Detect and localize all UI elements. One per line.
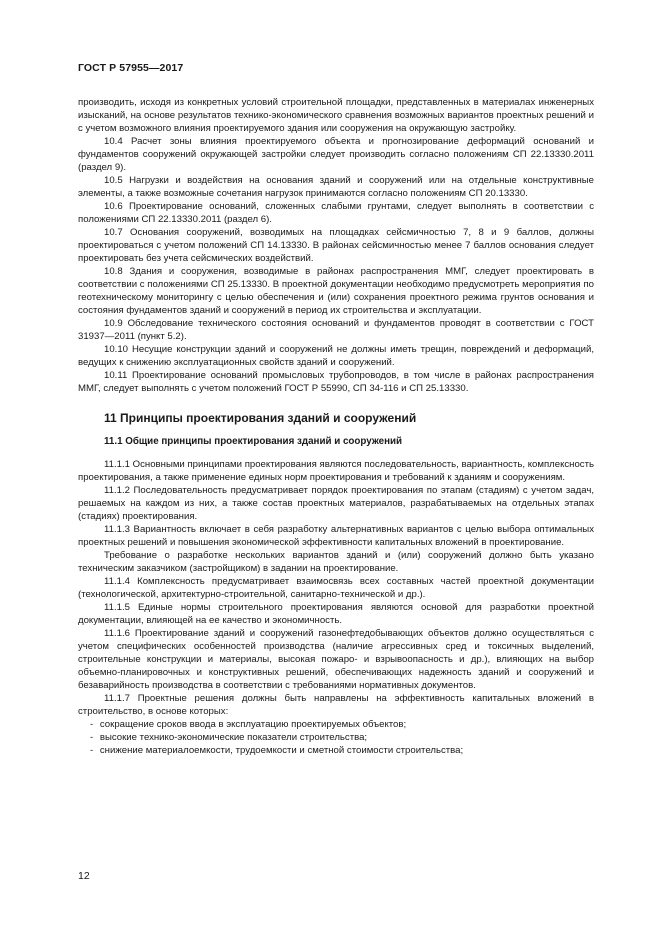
paragraph: 10.11 Проектирование оснований промысловых трубопроводов, в том числе в районах распространения ММГ, следует выполнять с учетом положений ГОСТ Р 55990, СП 34-116 и СП 25.13330. <box>78 370 594 394</box>
paragraph: 11.1.7 Проектные решения должны быть направлены на эффективность капитальных вложений в строительство, в основе которых: <box>78 693 594 717</box>
paragraph: производить, исходя из конкретных условий строительной площадки, представленных в материалах инженерных изысканий, на основе результатов технико-экономического сравнения возможных вариантов проектных решений и с учетом возможного влияния проектируемого здания или сооружения на окружающую застройку. <box>78 97 594 134</box>
paragraph: 11.1.2 Последовательность предусматривает порядок проектирования по этапам (стадиям) с учетом задач, решаемых на каждом из них, а также состав проектных материалов, разрабатываемых на отдельных этапах (стадиях) проектирования. <box>78 485 594 522</box>
list-item: - высокие технико-экономические показатели строительства; <box>78 731 594 744</box>
subsection-title: 11.1 Общие принципы проектирования зданий и сооружений <box>104 436 403 447</box>
paragraph: 10.7 Основания сооружений, возводимых на площадках сейсмичностью 7, 8 и 9 баллов, должны проектироваться с учетом положений СП 14.13330. В районах сейсмичностью менее 7 баллов основания следует проектировать без учета сейсмических воздействий. <box>78 227 594 264</box>
paragraph: 10.10 Несущие конструкции зданий и сооружений не должны иметь трещин, повреждений и деформаций, ведущих к снижению эксплуатационных свойств зданий и сооружений. <box>78 344 594 368</box>
list-item: - снижение материалоемкости, трудоемкости и сметной стоимости строительства; <box>78 744 594 757</box>
section-11-paragraphs <box>78 458 594 757</box>
paragraph: 10.4 Расчет зоны влияния проектируемого объекта и прогнозирование деформаций оснований и фундаментов сооружений окружающей застройки следует производить согласно положениям СП 22.13330.2011 (раздел 9). <box>78 136 594 173</box>
section-10-paragraphs <box>78 96 594 395</box>
paragraph: 11.1.6 Проектирование зданий и сооружений газонефтедобывающих объектов должно осуществляться с учетом специфических особенностей производства (наличие агрессивных сред и токсичных выделений, строительные конструкции и материалы, высокая пожаро- и взрывоопасность и др.), влияющих на выбор объемно-планировочных и конструктивных решений, обеспечивающих надежность зданий и сооружений и безаварийность производства в соответствии с требованиями нормативных документов. <box>78 628 594 691</box>
paragraph: 10.6 Проектирование оснований, сложенных слабыми грунтами, следует выполнять в соответствии с положениями СП 22.13330.2011 (раздел 6). <box>78 201 594 225</box>
list-item: - сокращение сроков ввода в эксплуатацию проектируемых объектов; <box>78 718 594 731</box>
page-number: 12 <box>78 870 90 882</box>
paragraph: 10.8 Здания и сооружения, возводимые в районах распространения ММГ, следует проектировать в соответствии с положениями СП 25.13330. В проектной документации необходимо предусмотреть мероприятия по геотехническому мониторингу с целью обеспечения и (или) сохранения проектного режима грунтов основания и состояния фундаментов зданий и сооружений в период их строительства и эксплуатации. <box>78 266 594 316</box>
paragraph: 10.5 Нагрузки и воздействия на основания зданий и сооружений или на отдельные конструктивные элементы, а также возможные сочетания нагрузок принимаются согласно положениям СП 20.13330. <box>78 175 594 199</box>
paragraph: 10.9 Обследование технического состояния оснований и фундаментов проводят в соответствии с ГОСТ 31937—2011 (пункт 5.2). <box>78 318 594 342</box>
section-title: 11 Принципы проектирования зданий и сооружений <box>104 411 417 425</box>
paragraph: Требование о разработке нескольких вариантов зданий и (или) сооружений должно быть указано техническим заказчиком (застройщиком) в задании на проектирование. <box>78 550 594 574</box>
paragraph: 11.1.1 Основными принципами проектирования являются последовательность, вариантность, комплексность проектирования, а также применение единых норм проектирования и требований к зданиям и сооружениям. <box>78 459 594 483</box>
paragraph: 11.1.5 Единые нормы строительного проектирования являются основой для разработки проектной документации, влияющей на ее качество и экономичность. <box>78 602 594 626</box>
paragraph: 11.1.4 Комплексность предусматривает взаимосвязь всех составных частей проектной документации (технологической, архитектурно-строительной, санитарно-технической и др.). <box>78 576 594 600</box>
paragraph: 11.1.3 Вариантность включает в себя разработку альтернативных вариантов с целью выбора оптимальных проектных решений и повышения экономической эффективности капитальных вложений в проектирование. <box>78 524 594 548</box>
document-header: ГОСТ Р 57955—2017 <box>78 62 184 74</box>
page-body <box>78 96 594 757</box>
